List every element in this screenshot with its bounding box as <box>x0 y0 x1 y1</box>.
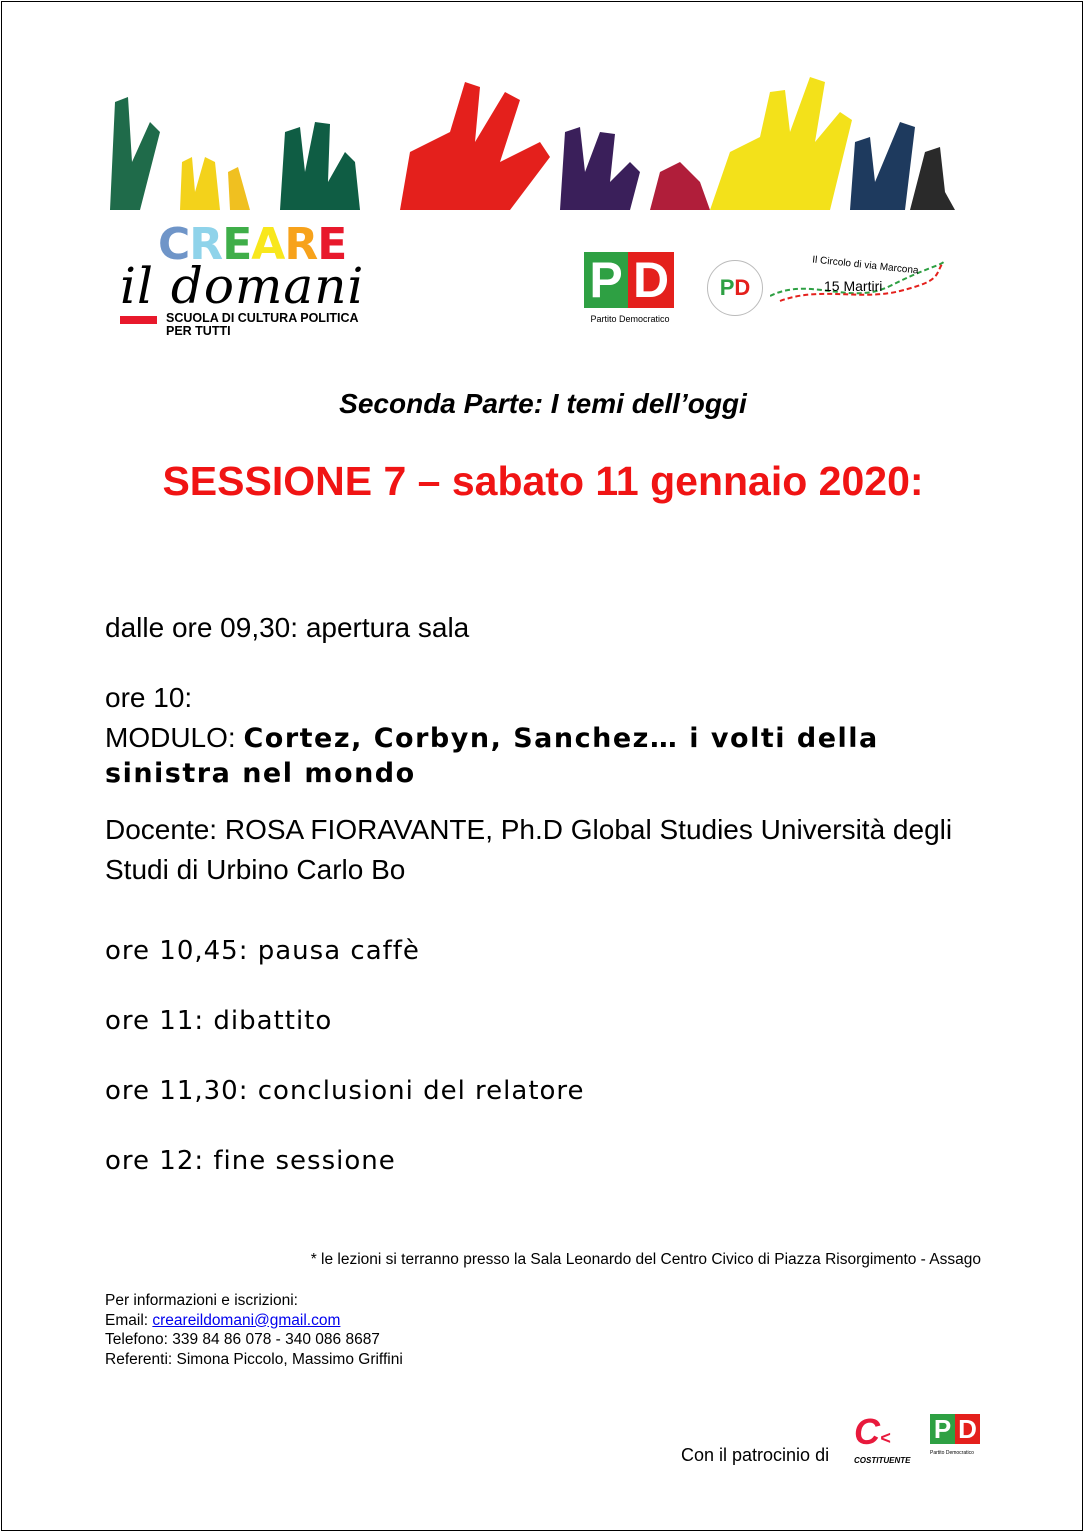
circolo-text-2: 15 Martiri <box>824 278 883 294</box>
schedule-opening: dalle ore 09,30: apertura sala <box>105 612 470 643</box>
module-line <box>105 722 879 754</box>
teacher-line-1: Docente: ROSA FIORAVANTE, Ph.D Global Studies Università degli <box>105 814 953 845</box>
logo-red-bar <box>120 316 157 324</box>
circolo-text-1: Il Circolo di via Marcona <box>811 254 920 277</box>
logo-domani: il domani <box>120 257 365 315</box>
costituente-logo: C< COSTITUENTE <box>854 1411 911 1465</box>
session-title: SESSIONE 7 – sabato 11 gennaio 2020: <box>162 458 924 504</box>
tagline-line-1: SCUOLA DI CULTURA POLITICA <box>166 311 359 325</box>
pd-logo-text: Partito Democratico <box>590 314 670 324</box>
info-heading: Per informazioni e iscrizioni: <box>105 1292 298 1309</box>
subtitle: Seconda Parte: I temi dell’oggi <box>339 388 747 419</box>
hand-icon <box>110 77 955 210</box>
schedule-end: ore 12: fine sessione <box>105 1146 396 1176</box>
module-title-1: Cortez, Corbyn, Sanchez… i volti della <box>243 723 879 754</box>
schedule-debate: ore 11: dibattito <box>105 1006 333 1036</box>
schedule-time-10: ore 10: <box>105 682 193 713</box>
module-label: MODULO: <box>105 722 244 753</box>
circolo-logo <box>770 256 948 306</box>
patronage-label: Con il patrocinio di <box>681 1445 830 1465</box>
pd-logo: P D Partito Democratico <box>584 252 676 324</box>
contact-info <box>105 1291 403 1369</box>
pd-footer-logo: P D Partito Democratico <box>930 1414 982 1456</box>
venue-note: * le lezioni si terranno presso la Sala Leonardo del Centro Civico di Piazza Risorgimento - Assago <box>310 1251 981 1268</box>
teacher-line-2: Studi di Urbino Carlo Bo <box>105 854 406 885</box>
contacts-line: Referenti: Simona Piccolo, Massimo Griffini <box>105 1350 403 1368</box>
module-title-2: sinistra nel mondo <box>105 758 416 789</box>
email-line <box>105 1311 403 1331</box>
schedule-conclusions: ore 11,30: conclusioni del relatore <box>105 1076 585 1106</box>
pd-circle-logo: P D <box>707 260 763 316</box>
email-link[interactable]: creareildomani@gmail.com <box>152 1311 341 1329</box>
phone-line: Telefono: 339 84 86 078 - 340 086 8687 <box>105 1331 380 1348</box>
costituente-text: COSTITUENTE <box>854 1456 911 1465</box>
tagline-line-2: PER TUTTI <box>166 324 231 338</box>
logo-tagline <box>166 312 359 338</box>
schedule-break: ore 10,45: pausa caffè <box>105 936 420 966</box>
hands-banner-image <box>110 62 970 212</box>
pd-footer-text: Partito Democratico <box>930 1450 974 1456</box>
logo-creare: CREARE <box>158 219 347 270</box>
email-label: Email: <box>105 1311 153 1329</box>
